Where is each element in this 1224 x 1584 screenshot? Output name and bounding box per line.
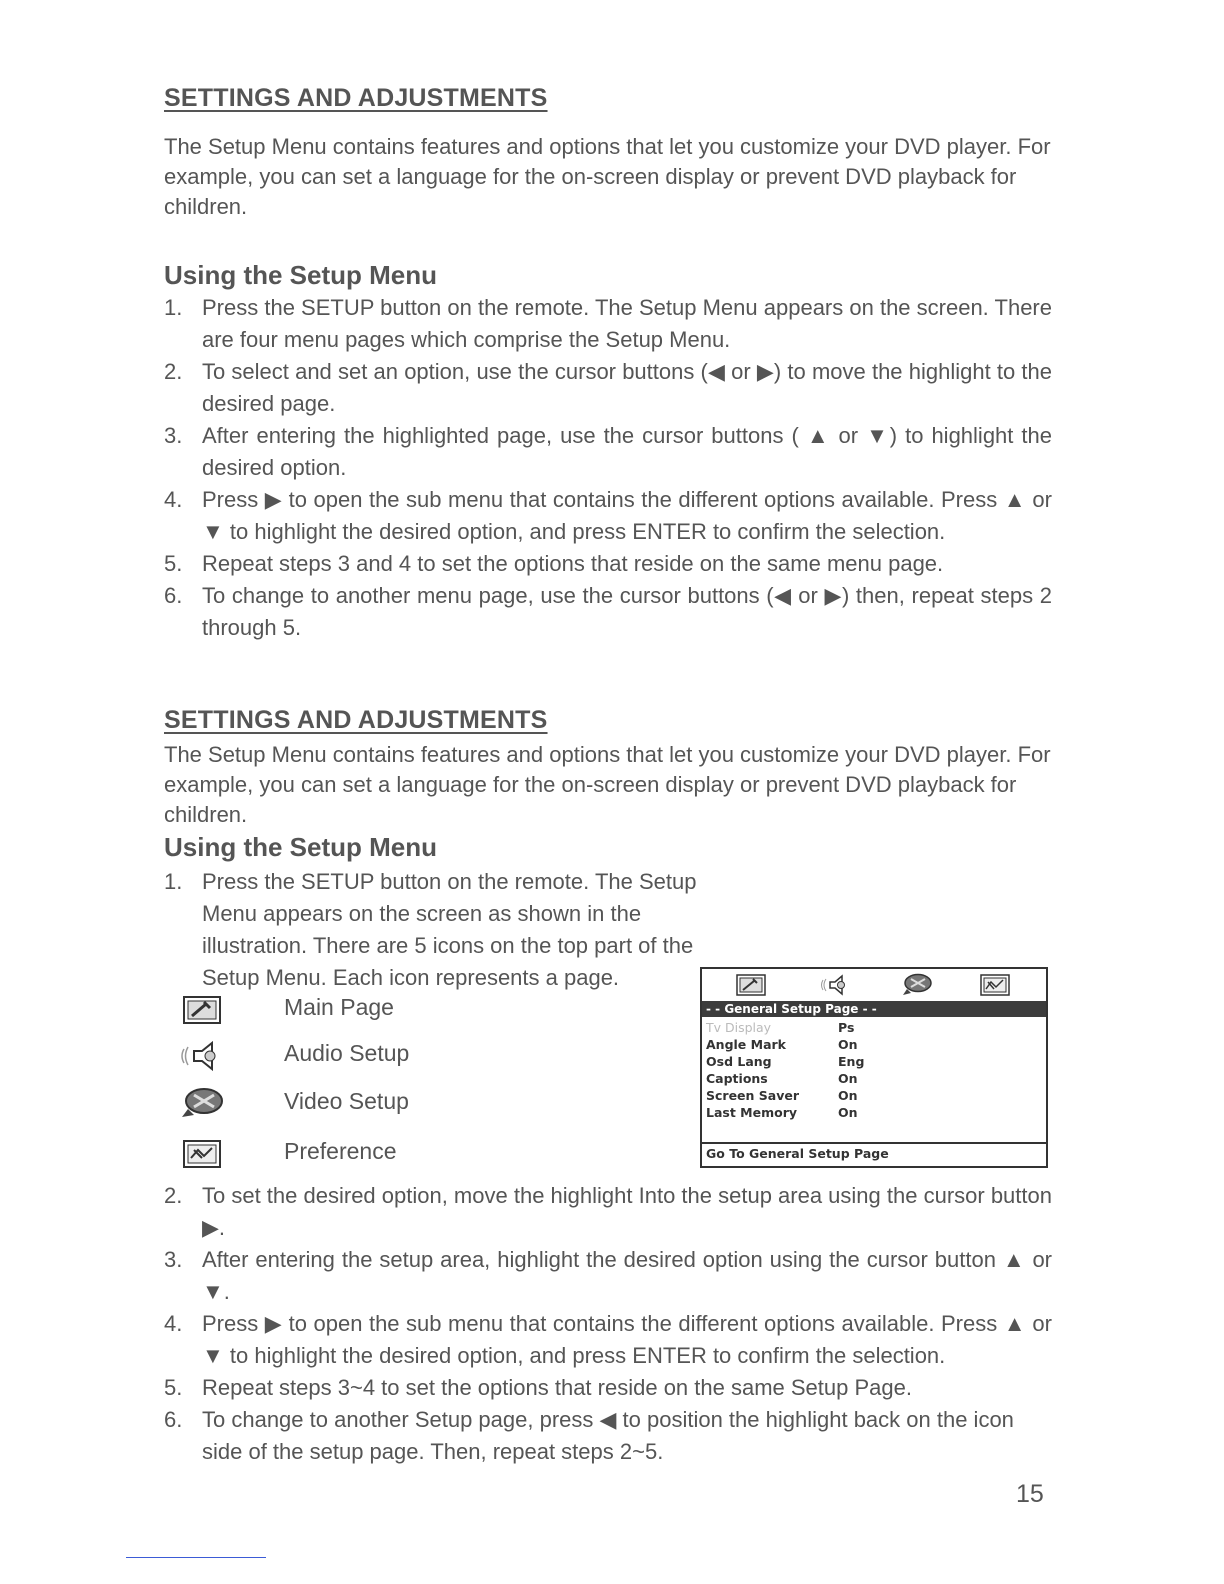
step-number: 2. [164,1183,183,1208]
step-number: 4. [164,1311,183,1336]
step-number: 4. [164,487,183,512]
main-page-icon [736,973,766,997]
osd-options [702,1017,1046,1121]
osd-key: Tv Display [706,1020,772,1035]
legend-preference [180,1136,397,1172]
list-item [164,356,1052,420]
page-number: 15 [1016,1480,1044,1508]
osd-footer: Go To General Setup Page [702,1142,1046,1166]
section2-intro: The Setup Menu contains features and options that let you customize your DVD player. For example, you can set a language for the on-screen display or prevent DVD playback for children. [164,742,1051,827]
osd-row [706,1087,1046,1104]
osd-row [706,1070,1046,1087]
osd-value: On [838,1105,858,1120]
step-number: 1. [164,869,183,894]
osd-icon-row [702,969,1046,1001]
section2-heading: SETTINGS AND ADJUSTMENTS [164,706,548,734]
step-text: Repeat steps 3 and 4 to set the options that reside on the same menu page. [202,551,944,576]
step-text: Repeat steps 3~4 to set the options that reside on the same Setup Page. [202,1375,912,1400]
osd-value: Eng [838,1054,865,1069]
step-text: To change to another menu page, use the cursor buttons (◀ or ▶) then, repeat steps 2 through 5. [202,583,1053,640]
list-item [164,1404,1022,1468]
step-text: Press the SETUP button on the remote. The Setup Menu appears on the screen. There are four menu pages which comprise the Setup Menu. [202,295,1052,352]
step-number: 5. [164,551,183,576]
step-text: To set the desired option, move the highlight Into the setup area using the cursor button ▶. [202,1183,1052,1240]
video-setup-icon [902,973,932,997]
osd-title-bar: - - General Setup Page - - [702,1001,1046,1017]
osd-row [706,1104,1046,1121]
list-item [164,866,724,994]
list-item [164,580,1052,644]
section2-step1 [164,866,724,994]
audio-setup-icon [180,1038,224,1074]
list-item [164,1308,1052,1372]
osd-row [706,1036,1046,1053]
section2-steps [164,1180,1052,1468]
legend-label: Main Page [284,994,394,1020]
list-item [164,1244,1052,1308]
osd-key: Osd Lang [706,1054,772,1069]
step-number: 3. [164,1247,183,1272]
legend-label: Preference [284,1138,397,1164]
section1-heading: SETTINGS AND ADJUSTMENTS [164,84,548,112]
section2-subheading: Using the Setup Menu [164,832,437,862]
legend-video-setup [180,1086,409,1122]
preference-icon [980,973,1010,997]
legend-main-page [180,992,394,1028]
video-setup-icon [180,1086,224,1122]
section1-intro: The Setup Menu contains features and options that let you customize your DVD player. For example, you can set a language for the on-screen display or prevent DVD playback for children. [164,134,1051,219]
main-page-icon [180,992,224,1028]
step-text: After entering the highlighted page, use the cursor buttons ( ▲ or ▼) to highlight the desired option. [202,423,1052,480]
osd-key: Angle Mark [706,1037,786,1052]
list-item [164,1180,1052,1244]
osd-value: On [838,1037,858,1052]
list-item [164,420,1052,484]
osd-row [706,1019,1046,1036]
list-item [164,484,1052,548]
legend-audio-setup [180,1038,410,1074]
step-number: 6. [164,1407,183,1432]
step-number: 2. [164,359,183,384]
setup-menu-illustration [700,967,1048,1168]
list-item [164,292,1052,356]
step-number: 5. [164,1375,183,1400]
osd-value: On [838,1088,858,1103]
audio-setup-icon [820,973,850,997]
legend-label: Audio Setup [284,1040,410,1066]
osd-row [706,1053,1046,1070]
footer-rule [126,1557,266,1558]
step-number: 3. [164,423,183,448]
step-text: Press the SETUP button on the remote. The Setup Menu appears on the screen as shown in the illustration. There are 5 icons on the top part of the Setup Menu. Each icon represents a page. [202,869,697,990]
step-text: Press ▶ to open the sub menu that contains the different options available. Press ▲ or ▼ to highlight the desired option, and press ENTER to confirm the selection. [202,1311,1052,1368]
legend-label: Video Setup [284,1088,409,1114]
osd-key: Last Memory [706,1105,798,1120]
step-text: Press ▶ to open the sub menu that contains the different options available. Press ▲ or ▼ to highlight the desired option, and press ENTER to confirm the selection. [202,487,1052,544]
list-item [164,1372,1052,1404]
section1-steps [164,292,1052,644]
osd-key: Screen Saver [706,1088,800,1103]
osd-key: Captions [706,1071,768,1086]
step-text: To change to another Setup page, press ◀ to position the highlight back on the icon side of the setup page. Then, repeat steps 2~5. [202,1407,1014,1464]
osd-value: Ps [838,1020,855,1035]
osd-value: On [838,1071,858,1086]
list-item [164,548,1052,580]
step-number: 6. [164,583,183,608]
step-text: After entering the setup area, highlight the desired option using the cursor button ▲ or ▼. [202,1247,1052,1304]
step-text: To select and set an option, use the cursor buttons (◀ or ▶) to move the highlight to the desired page. [202,359,1052,416]
preference-icon [180,1136,224,1172]
section1-subheading: Using the Setup Menu [164,260,437,290]
step-number: 1. [164,295,183,320]
